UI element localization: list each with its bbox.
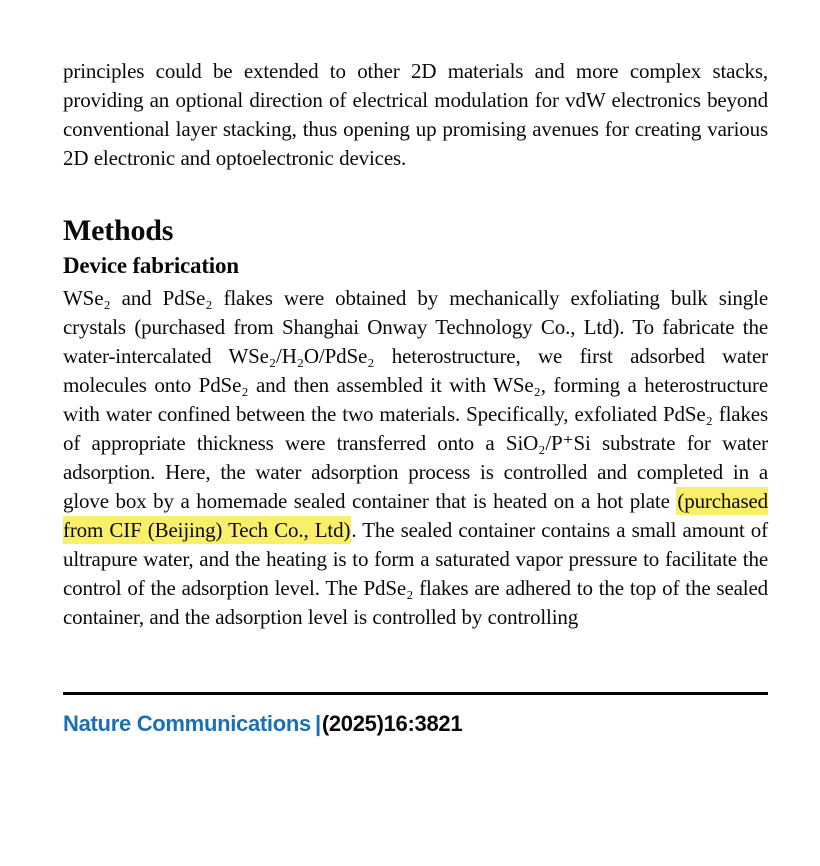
citation-text: (2025)16:3821 bbox=[321, 711, 463, 736]
intro-paragraph: principles could be extended to other 2D materials and more complex stacks, providing an optional direction of electrical modulation for vdW electronics beyond conventional layer stacking, thus opening up promising avenues for creating various 2D electronic and optoelectronic devices. bbox=[63, 59, 768, 170]
methods-paragraph bbox=[63, 284, 768, 632]
methods-heading: Methods bbox=[63, 214, 174, 247]
methods-text-segment-before: WSe₂ and PdSe₂ flakes were obtained by mechanically exfoliating bulk single crystals (purchased from Shanghai Onway Technology Co., Ltd). To fabricate the water-intercalated WSe₂/H₂O/PdSe₂ heterostructure, we first adsorbed water molecules onto PdSe₂ and then assembled it with WSe₂, forming a heterostructure with water confined between the two materials. Specifically, exfoliated PdSe₂ flakes of appropriate thickness were transferred onto a SiO₂/P⁺Si substrate for water adsorption. Here, the water adsorption process is controlled and completed in a glove box by a homemade sealed container that is heated on a hot plate bbox=[63, 286, 768, 513]
highlighted-text: (purchased from CIF (Beijing) Tech Co., Ltd) bbox=[63, 489, 768, 542]
methods-text-segment-after: . The sealed container contains a small amount of ultrapure water, and the heating is to form a saturated vapor pressure to facilitate the control of the adsorption level. The PdSe₂ flakes are adhered to the top of the sealed container, and the adsorption level is controlled by controlling bbox=[63, 518, 768, 629]
footer-separator: | bbox=[314, 711, 321, 736]
device-fabrication-subheading: Device fabrication bbox=[63, 253, 239, 278]
footer bbox=[63, 711, 768, 737]
footer-divider bbox=[63, 692, 768, 695]
journal-name-link[interactable]: Nature Communications bbox=[63, 711, 311, 736]
